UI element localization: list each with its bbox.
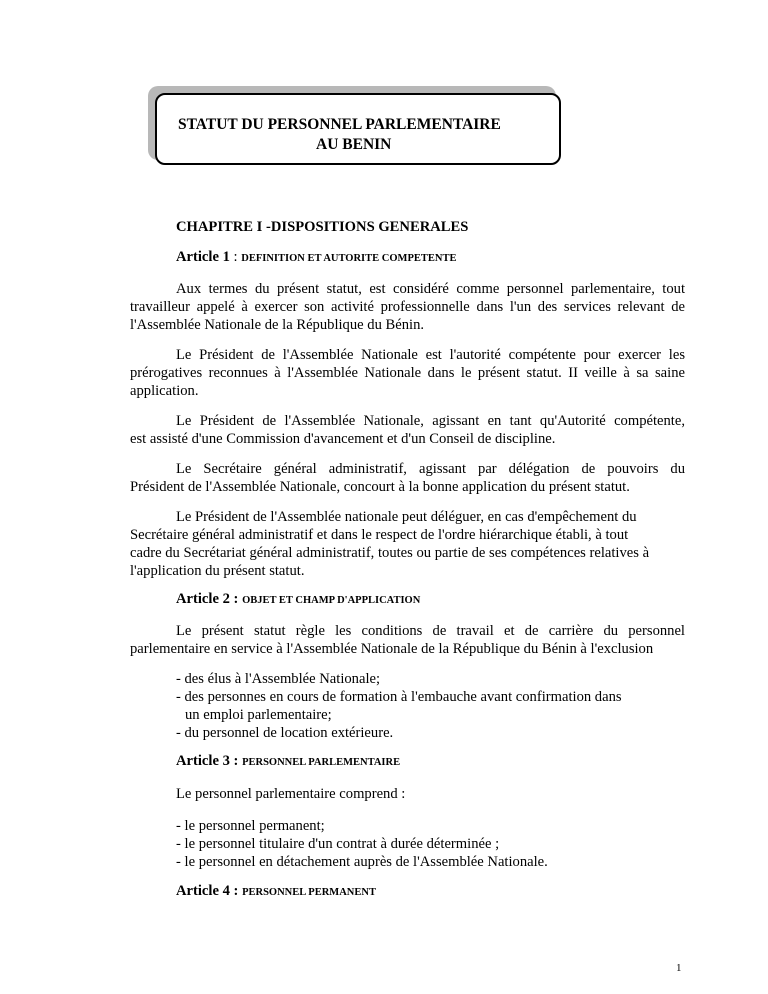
paragraph-5: Le Président de l'Assemblée nationale peut déléguer, en cas d'empêchement du Secrétaire général administratif et dans le respect de l'ordre hiérarchique établi, à tout cadre du Secrétariat général administratif, toutes ou partie de ses compétences relatives à l'application du présent statut. [130, 509, 650, 579]
document-title-line2: AU BENIN [316, 136, 392, 153]
list-item: - le personnel titulaire d'un contrat à durée déterminée ; [176, 836, 500, 852]
article-3-heading: Article 3 : PERSONNEL PARLEMENTAIRE [176, 753, 401, 769]
article-1-heading: Article 1 : DEFINITION ET AUTORITE COMPETENTE [176, 249, 457, 265]
chapter-heading: CHAPITRE I -DISPOSITIONS GENERALES [176, 219, 469, 235]
list-item: - le personnel permanent; [176, 818, 325, 834]
paragraph-4: Le Secrétaire général administratif, agissant par délégation de pouvoirs du Président de l'Assemblée Nationale, concourt à la bonne application du présent statut. [130, 461, 685, 495]
paragraph-3: Le Président de l'Assemblée Nationale, agissant en tant qu'Autorité compétente, est assisté d'une Commission d'avancement et d'un Conseil de discipline. [130, 413, 685, 447]
list-item: - le personnel en détachement auprès de l'Assemblée Nationale. [176, 854, 548, 870]
list-item: un emploi parlementaire; [185, 707, 332, 723]
list-item: - des élus à l'Assemblée Nationale; [176, 671, 381, 687]
paragraph-6: Le présent statut règle les conditions de travail et de carrière du personnel parlementaire en service à l'Assemblée Nationale de la République du Bénin à l'exclusion [130, 623, 685, 657]
paragraph-2: Le Président de l'Assemblée Nationale est l'autorité compétente pour exercer les prérogatives reconnues à l'Assemblée Nationale dans le présent statut. II veille à sa saine application. [130, 347, 685, 399]
list-item: - du personnel de location extérieure. [176, 725, 394, 741]
article-2-heading: Article 2 : OBJET ET CHAMP D'APPLICATION [176, 591, 421, 607]
paragraph-1: Aux termes du présent statut, est considéré comme personnel parlementaire, tout travailleur appelé à exercer son activité professionnelle dans l'un des services relevant de l'Assemblée Nationale de la République du Bénin. [130, 281, 685, 333]
article-4-heading: Article 4 : PERSONNEL PERMANENT [176, 883, 376, 899]
paragraph-7: Le personnel parlementaire comprend : [176, 786, 406, 802]
list-item: - des personnes en cours de formation à l'embauche avant confirmation dans [176, 689, 622, 705]
page-number: 1 [676, 962, 682, 974]
document-title-line1: STATUT DU PERSONNEL PARLEMENTAIRE [178, 116, 501, 133]
